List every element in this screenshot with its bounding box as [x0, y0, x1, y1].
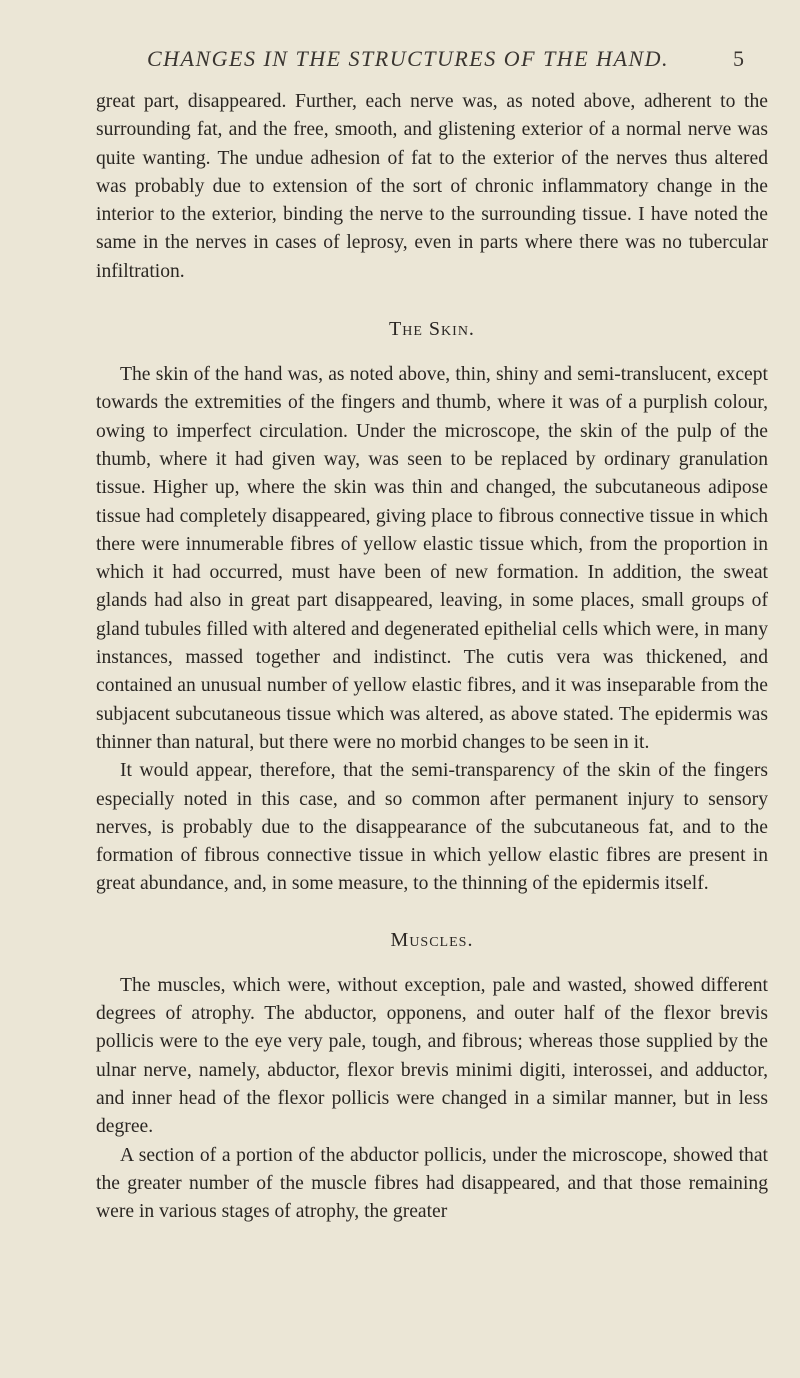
muscles-paragraph-1: The muscles, which were, without exception, pale and wasted, showed different degrees of atrophy. The abductor, opponens, and outer half of the flexor brevis pollicis were to the eye very pale, tough, and fibrous; whereas those supplied by the ulnar nerve, namely, abductor, flexor brevis minimi digiti, interossei, and adductor, and inner head of the flexor pollicis were changed in a similar manner, but in less degree. — [96, 974, 768, 1138]
page-number: 5 — [733, 46, 744, 71]
body-text — [96, 88, 768, 1226]
section-heading-skin: The Skin. — [389, 318, 475, 341]
intro-paragraph: great part, disappeared. Further, each nerve was, as noted above, adherent to the surrounding fat, and the free, smooth, and glistening exterior of a normal nerve was quite wanting. The undue adhesion of fat to the exterior of the nerves thus altered was probably due to extension of the sort of chronic inflammatory change in the interior to the exterior, binding the nerve to the surrounding tissue. I have noted the same in the nerves in cases of leprosy, even in parts where there was no tubercular infiltration. — [96, 91, 768, 282]
section-heading-muscles: Muscles. — [390, 928, 474, 951]
skin-paragraph-1: The skin of the hand was, as noted above, thin, shiny and semi-translucent, except towards the extremities of the fingers and thumb, where it was of a purplish colour, owing to imperfect circulation. Under the microscope, the skin of the pulp of the thumb, where it had given way, was seen to be replaced by ordinary granulation tissue. Higher up, where the skin was thin and changed, the subcutaneous adipose tissue had completely disappeared, giving place to fibrous connective tissue in which there were innumerable fibres of yellow elastic tissue which, from the proportion in which it had occurred, must have been of new formation. In addition, the sweat glands had also in great part disappeared, leaving, in some places, small groups of gland tubules filled with altered and degenerated epithelial cells which were, in many instances, massed together and indistinct. The cutis vera was thickened, and contained an unusual number of yellow elastic fibres, and it was inseparable from the subjacent subcutaneous tissue which was altered, as above stated. The epidermis was thinner than natural, but there were no morbid changes to be seen in it. — [96, 364, 768, 753]
running-title: CHANGES IN THE STRUCTURES OF THE HAND. — [146, 46, 670, 71]
muscles-paragraph-2: A section of a portion of the abductor pollicis, under the microscope, showed that the greater number of the muscle fibres had disappeared, and that those remaining were in various stages of atrophy, the greater — [96, 1144, 768, 1223]
skin-paragraph-2: It would appear, therefore, that the semi-transparency of the skin of the fingers especially noted in this case, and so common after permanent injury to sensory nerves, is probably due to the disappearance of the subcutaneous fat, and to the formation of fibrous connective tissue in which yellow elastic fibres are present in great abundance, and, in some measure, to the thinning of the epidermis itself. — [96, 760, 768, 895]
